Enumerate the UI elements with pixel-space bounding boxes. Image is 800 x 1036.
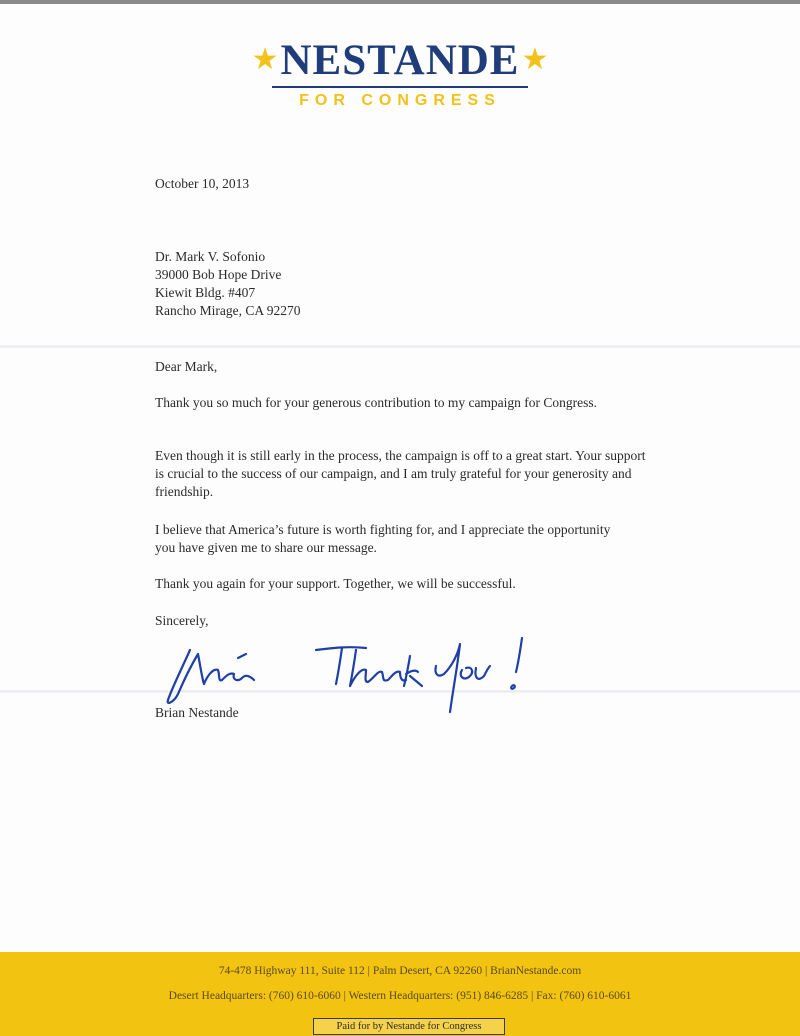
recipient-line: Rancho Mirage, CA 92270 <box>155 303 301 318</box>
letterhead-footer <box>0 952 800 1036</box>
recipient-address <box>155 248 300 320</box>
logo-name: NESTANDE <box>280 36 520 84</box>
star-icon: ★ <box>521 42 549 77</box>
body-paragraph: Thank you again for your support. Together, we will be successful. <box>155 576 516 591</box>
body-paragraph: I believe that America’s future is worth fighting for, and I appreciate the opportunity you have given me to share our message. <box>155 522 611 555</box>
logo-tagline: FOR CONGRESS <box>299 92 501 109</box>
salutation: Dear Mark, <box>155 359 218 374</box>
footer-address: 74-478 Highway 111, Suite 112 | Palm Desert, CA 92260 | BrianNestande.com <box>218 965 582 977</box>
recipient-line: Dr. Mark V. Sofonio <box>155 249 266 264</box>
body-paragraph: Even though it is still early in the process, the campaign is off to a great start. Your support is crucial to the success of our campaign, and I am truly grateful for your generosity and friendship. <box>155 448 646 499</box>
star-icon: ★ <box>251 42 279 77</box>
body-paragraph: Thank you so much for your generous contribution to my campaign for Congress. <box>155 395 598 410</box>
closing: Sincerely, <box>155 613 209 628</box>
paper-fold-line <box>0 345 800 348</box>
recipient-line: 39000 Bob Hope Drive <box>155 267 282 282</box>
page-top-edge <box>0 0 800 4</box>
logo-divider <box>272 86 528 88</box>
letterhead <box>0 36 800 110</box>
letter-date: October 10, 2013 <box>155 176 250 191</box>
logo <box>0 36 800 84</box>
paid-for-disclaimer: Paid for by Nestande for Congress <box>313 1018 505 1035</box>
recipient-line: Kiewit Bldg. #407 <box>155 285 256 300</box>
signer-name: Brian Nestande <box>155 705 239 720</box>
footer-contacts: Desert Headquarters: (760) 610-6060 | Western Headquarters: (951) 846-6285 | Fax: (760) 610-6061 <box>168 990 632 1002</box>
